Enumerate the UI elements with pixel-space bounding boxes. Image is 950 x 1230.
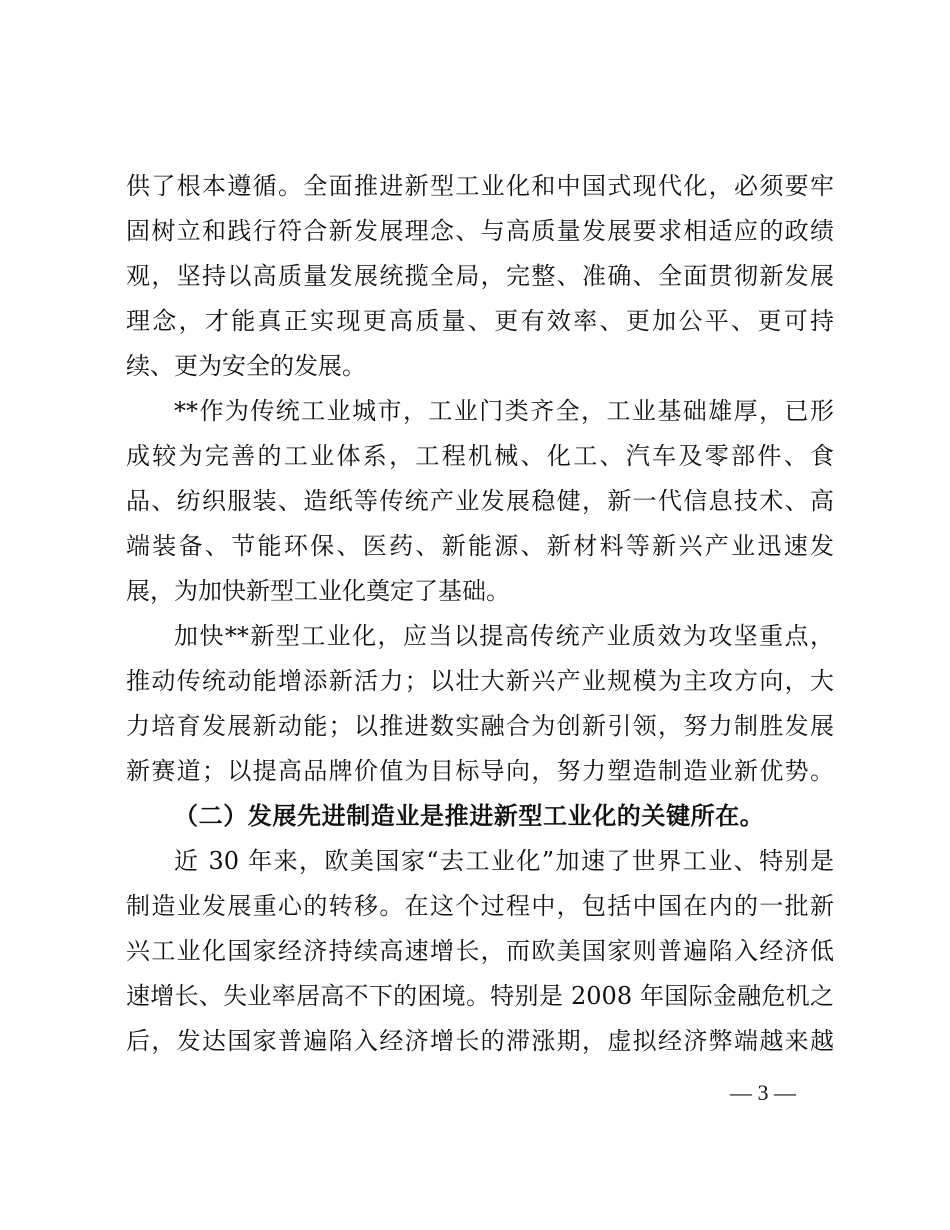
paragraph-4-line-5: 后，发达国家普遍陷入经济增长的滞涨期，虚拟经济弊端越来越 [126,1027,834,1055]
paragraph-1-line-5: 续、更为安全的发展。 [126,352,366,380]
paragraph-2-line-3: 品、纺织服装、造纸等传统产业发展稳健，新一代信息技术、高 [126,487,834,515]
paragraph-3-line-1: 加快**新型工业化，应当以提高传统产业质效为攻坚重点， [174,622,834,650]
paragraph-2-line-5: 展，为加快新型工业化奠定了基础。 [126,577,510,605]
paragraph-3-line-3: 力培育发展新动能；以推进数实融合为创新引领，努力制胜发展 [126,712,834,740]
paragraph-4-line-2: 制造业发展重心的转移。在这个过程中，包括中国在内的一批新 [126,892,834,920]
paragraph-2-line-4: 端装备、节能环保、医药、新能源、新材料等新兴产业迅速发 [126,532,834,560]
paragraph-2-line-1: **作为传统工业城市，工业门类齐全，工业基础雄厚，已形 [174,397,834,425]
paragraph-2-line-2: 成较为完善的工业体系，工程机械、化工、汽车及零部件、食 [126,442,834,470]
paragraph-4-line-1: 近 30 年来，欧美国家“去工业化”加速了世界工业、特别是 [174,847,834,875]
paragraph-3-line-2: 推动传统动能增添新活力；以壮大新兴产业规模为主攻方向，大 [126,667,834,695]
paragraph-3-line-4: 新赛道；以提高品牌价值为目标导向，努力塑造制造业新优势。 [126,757,834,785]
paragraph-4-line-4: 速增长、失业率居高不下的困境。特别是 2008 年国际金融危机之 [126,982,834,1010]
paragraph-1-line-2: 固树立和践行符合新发展理念、与高质量发展要求相适应的政绩 [126,217,834,245]
section-heading: （二）发展先进制造业是推进新型工业化的关键所在。 [174,801,765,830]
page-number: — 3 — [730,1080,796,1105]
paragraph-1-line-4: 理念，才能真正实现更高质量、更有效率、更加公平、更可持 [126,307,834,335]
paragraph-1-line-1: 供了根本遵循。全面推进新型工业化和中国式现代化，必须要牢 [126,172,834,200]
paragraph-4-line-3: 兴工业化国家经济持续高速增长，而欧美国家则普遍陷入经济低 [126,937,834,965]
paragraph-1-line-3: 观，坚持以高质量发展统揽全局，完整、准确、全面贯彻新发展 [126,262,834,290]
